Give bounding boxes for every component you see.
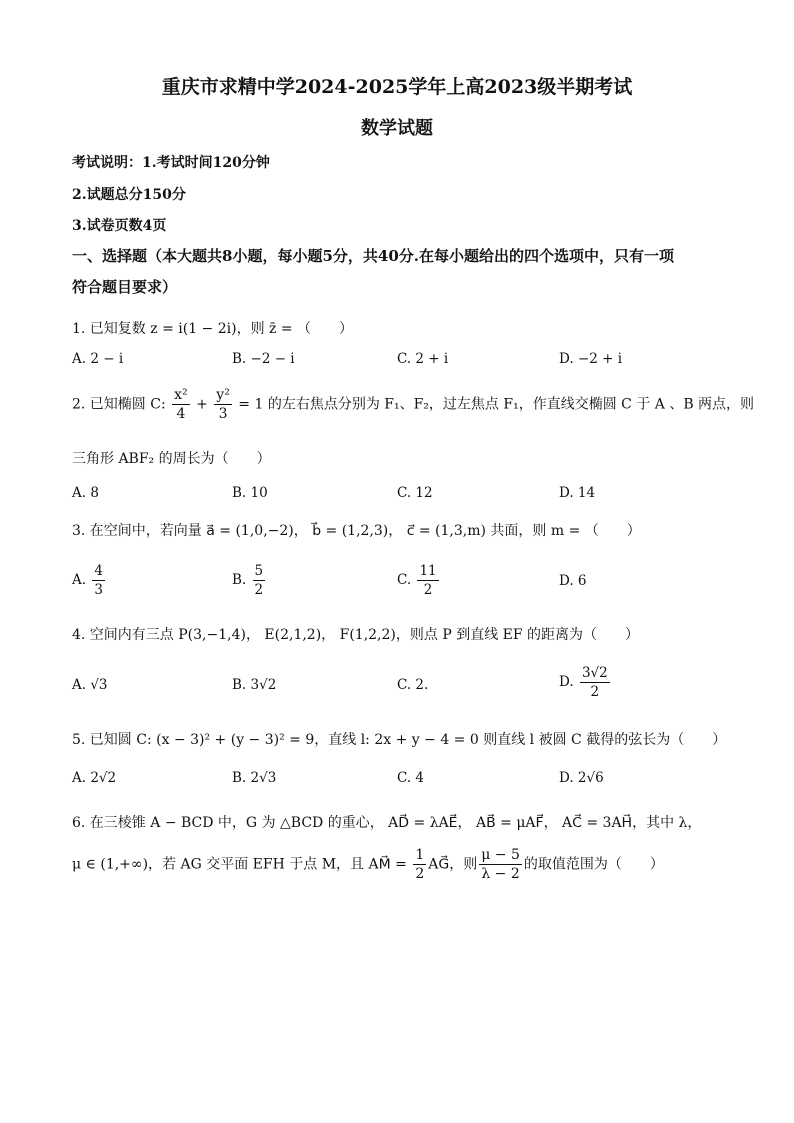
q6-fraction-ratio <box>479 846 522 883</box>
q5-option-a: A. 2√2 <box>72 770 117 786</box>
q4-option-d <box>559 664 612 701</box>
question-1-stem: 1. 已知复数 z = i(1 − 2i)，则 z̄ = （ ） <box>72 321 354 337</box>
section-heading-line-1: 一、选择题（本大题共8小题，每小题5分，共40分.在每小题给出的四个选项中，只有一项 <box>72 247 674 265</box>
q3-a-den: 3 <box>94 582 103 598</box>
q5-option-b: B. 2√3 <box>232 770 277 786</box>
exam-subtitle: 数学试题 <box>361 118 433 139</box>
q1-option-a: A. 2 − i <box>72 351 124 367</box>
q3-option-a-label: A. <box>72 572 87 588</box>
q2-plus: + <box>191 396 213 413</box>
q6-fraction-half <box>413 846 426 883</box>
instruction-line-1: 考试说明：1.考试时间120分钟 <box>72 155 270 171</box>
question-4-stem: 4. 空间内有三点 P(3,−1,4)， E(2,1,2)， F(1,2,2)，则点 P 到直线 EF 的距离为（ ） <box>72 627 640 643</box>
q5-option-d: D. 2√6 <box>559 770 604 786</box>
q2-fraction-x <box>172 386 190 423</box>
q2-option-c: C. 12 <box>397 485 433 501</box>
q3-option-d: D. 6 <box>559 573 587 589</box>
q2-frac2-num: y² <box>216 387 230 403</box>
question-2-stem-line-2: 三角形 ABF₂ 的周长为（ ） <box>72 451 271 467</box>
q4-d-den: 2 <box>590 684 600 700</box>
q3-option-c-fraction <box>417 562 438 599</box>
q3-c-num: 11 <box>419 563 437 579</box>
question-5-stem: 5. 已知圆 C: (x − 3)² + (y − 3)² = 9，直线 l: 2x + y − 4 = 0 则直线 l 被圆 C 截得的弦长为（ ） <box>72 732 727 748</box>
q6-frac-b-den: λ − 2 <box>481 866 520 882</box>
q2-option-d: D. 14 <box>559 485 596 501</box>
q3-option-b-label: B. <box>232 572 247 588</box>
q2-option-b: B. 10 <box>232 485 268 501</box>
q5-option-c: C. 4 <box>397 770 425 786</box>
q6-line2-part2: AG⃗，则 <box>428 856 478 873</box>
q6-frac-a-den: 2 <box>415 866 425 882</box>
q6-line2-part3: 的取值范围为（ ） <box>523 856 664 873</box>
q4-option-d-fraction <box>580 664 610 701</box>
q4-option-a: A. √3 <box>72 677 108 693</box>
q1-option-d: D. −2 + i <box>559 351 623 367</box>
q2-stem-part2: = 1 的左右焦点分别为 F₁、F₂，过左焦点 F₁，作直线交椭圆 C 于 A 、B 两点，则 <box>233 396 755 413</box>
q4-option-d-label: D. <box>559 674 574 690</box>
exam-title: 重庆市求精中学2024-2025学年上高2023级半期考试 <box>161 76 633 98</box>
q6-frac-b-num: μ − 5 <box>481 847 520 863</box>
q1-option-c: C. 2 + i <box>397 351 449 367</box>
q3-option-c <box>397 562 441 599</box>
q4-option-b: B. 3√2 <box>232 677 277 693</box>
q6-frac-a-num: 1 <box>415 847 425 863</box>
q3-b-den: 2 <box>254 582 264 598</box>
question-6-stem-line-2 <box>72 846 664 883</box>
q6-line2-part1: μ ∈ (1,+∞)，若 AG 交平面 EFH 于点 M，且 AM⃗ = <box>72 856 412 873</box>
section-heading-line-2: 符合题目要求） <box>72 278 178 296</box>
question-6-stem-line-1: 6. 在三棱锥 A − BCD 中，G 为 △BCD 的重心， AD⃗ = λAE⃗， AB⃗ = μAF⃗， AC⃗ = 3AH⃗，其中 λ， <box>72 815 702 831</box>
q3-option-c-label: C. <box>397 572 412 588</box>
q2-fraction-y <box>214 386 232 423</box>
q2-frac1-den: 4 <box>176 406 186 422</box>
question-3-stem: 3. 在空间中，若向量 a⃗ = (1,0,−2)， b⃗ = (1,2,3)， c⃗ = (1,3,m) 共面，则 m = （ ） <box>72 523 641 539</box>
q2-option-a: A. 8 <box>72 485 99 501</box>
q3-option-a <box>72 562 107 599</box>
q4-option-c: C. 2. <box>397 677 429 693</box>
instruction-line-2: 2.试题总分150分 <box>72 187 186 203</box>
q1-option-b: B. −2 − i <box>232 351 295 367</box>
q3-option-a-fraction <box>92 562 105 599</box>
q2-frac1-num: x² <box>174 387 188 403</box>
q3-c-den: 2 <box>423 582 433 598</box>
q3-b-num: 5 <box>254 563 264 579</box>
instruction-line-3: 3.试卷页数4页 <box>72 218 167 234</box>
q3-a-num: 4 <box>94 563 103 579</box>
q3-option-b <box>232 562 267 599</box>
q3-option-b-fraction <box>253 562 266 599</box>
q2-frac2-den: 3 <box>218 406 228 422</box>
q4-d-num: 3√2 <box>581 665 608 681</box>
question-2-stem <box>72 386 754 423</box>
q2-stem-part1: 2. 已知椭圆 C: <box>72 396 171 413</box>
